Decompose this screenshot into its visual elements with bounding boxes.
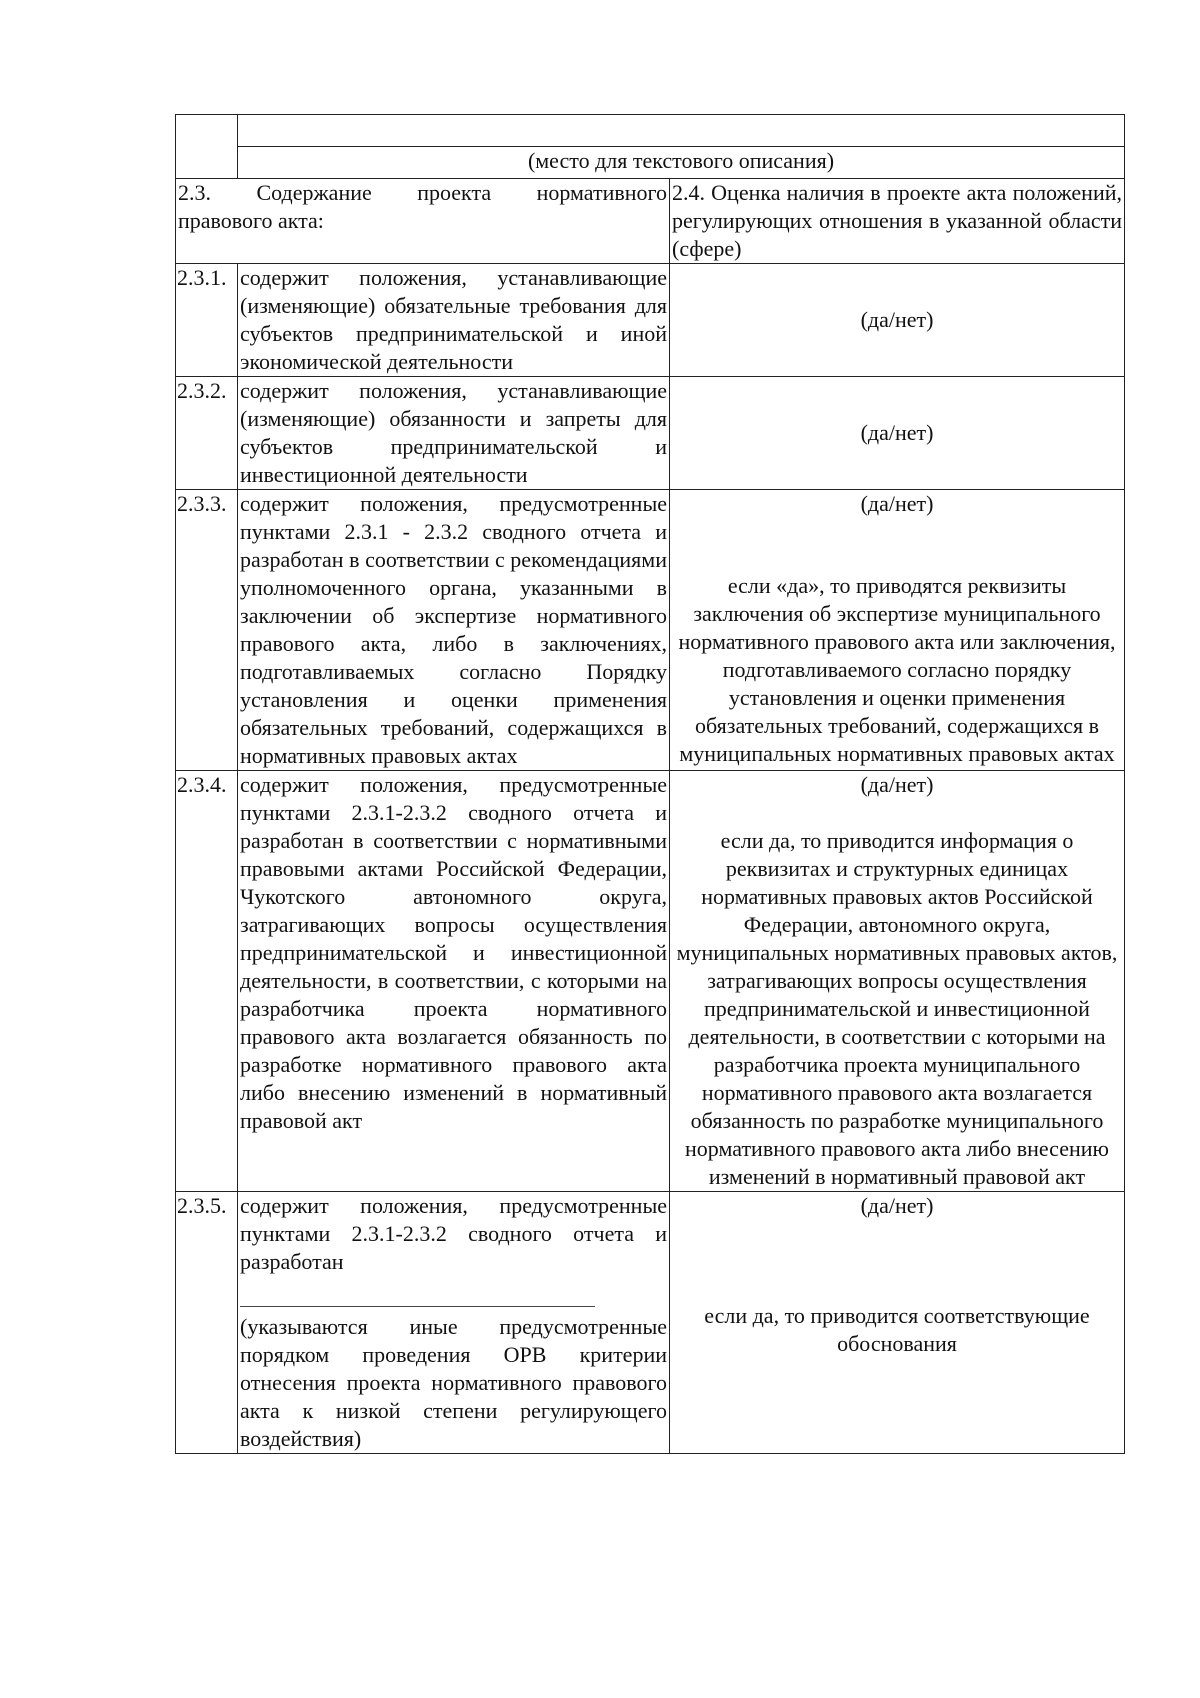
row-text: содержит положения, предусмотренные пунктами 2.3.1-2.3.2 сводного отчета и разработан в соответствии с нормативными правовыми актами Российской Федерации, Чукотского автономного округа, затрагивающих вопросы осуществления предпринимательской и инвестиционной деятельности, в соответствии, с которыми на разработчика проекта нормативного правового акта возлагается обязанность по разработке нормативного правового акта либо внесению изменений в нормативный правовой акт xyxy=(238,771,670,1192)
text-description-caption: (место для текстового описания) xyxy=(238,147,1125,179)
answer-cell[interactable] xyxy=(670,490,1125,771)
answer-note: если да, то приводится информация о реквизитах и структурных единицах нормативных правовых актов Российской Федерации, автономного округа, муниципальных нормативных правовых актов, затрагивающих вопросы осуществления предпринимательской и инвестиционной деятельности, в соответствии с которыми на разработчика проекта муниципального нормативного правового акта возлагается обязанность по разработке муниципального нормативного правового акта либо внесению изменений в нормативный правовой акт xyxy=(676,828,1118,1189)
row-text: содержит положения, устанавливающие (изменяющие) обязанности и запреты для субъектов предпринимательской и инвестиционной деятельности xyxy=(238,377,670,490)
row-text: содержит положения, устанавливающие (изменяющие) обязательные требования для субъектов предпринимательской и иной экономической деятельности xyxy=(238,264,670,377)
answer-field[interactable]: (да/нет) xyxy=(860,772,934,797)
answer-note: если да, то приводится соответствующие обоснования xyxy=(704,1303,1090,1356)
table-row xyxy=(176,1192,1125,1454)
header-right-cell: 2.4. Оценка наличия в проекте акта положений, регулирующих отношения в указанной области (сфере) xyxy=(670,179,1125,264)
header-left-cell xyxy=(176,179,670,264)
fill-in-line[interactable] xyxy=(240,1306,595,1307)
answer-field[interactable]: (да/нет) xyxy=(670,264,1125,377)
answer-field[interactable]: (да/нет) xyxy=(670,377,1125,490)
answer-cell[interactable] xyxy=(670,1192,1125,1454)
table-row xyxy=(176,490,1125,771)
row-number: 2.3.5. xyxy=(176,1192,238,1454)
answer-note: если «да», то приводятся реквизиты заключения об экспертизе муниципального нормативного правового акта или заключения, подготавливаемого согласно порядку установления и оценки применения обязательных требований, содержащихся в муниципальных нормативных правовых актах xyxy=(678,573,1116,766)
table-row xyxy=(176,264,1125,377)
table-row xyxy=(176,771,1125,1192)
header-left-line1: 2.3. Содержание проекта нормативного xyxy=(178,180,667,205)
row-text-cell xyxy=(238,1192,670,1454)
row-subtext: (указываются иные предусмотренные порядком проведения ОРВ критерии отнесения проекта нормативного правового акта к низкой степени регулирующего воздействия) xyxy=(240,1314,667,1451)
text-description-field[interactable] xyxy=(238,115,1125,147)
table-row-header xyxy=(176,179,1125,264)
row-number: 2.3.4. xyxy=(176,771,238,1192)
table-row-empty-top xyxy=(176,115,1125,147)
empty-num-cell xyxy=(176,115,238,179)
row-number: 2.3.3. xyxy=(176,490,238,771)
table-row-caption xyxy=(176,147,1125,179)
spacer xyxy=(672,1220,1122,1302)
header-left-line2: правового акта: xyxy=(178,208,324,233)
table-row xyxy=(176,377,1125,490)
answer-field[interactable]: (да/нет) xyxy=(860,491,934,516)
answer-cell[interactable] xyxy=(670,771,1125,1192)
row-number: 2.3.1. xyxy=(176,264,238,377)
answer-field[interactable]: (да/нет) xyxy=(860,1193,934,1218)
row-text: содержит положения, предусмотренные пунктами 2.3.1-2.3.2 сводного отчета и разработан xyxy=(240,1193,667,1274)
orv-summary-table xyxy=(175,114,1125,1454)
row-text: содержит положения, предусмотренные пунктами 2.3.1 - 2.3.2 сводного отчета и разработан в соответствии с рекомендациями уполномоченного органа, указанными в заключении об экспертизе нормативного правового акта, либо в заключениях, подготавливаемых согласно Порядку установления и оценки применения обязательных требований, содержащихся в нормативных правовых актах xyxy=(238,490,670,771)
row-number: 2.3.2. xyxy=(176,377,238,490)
